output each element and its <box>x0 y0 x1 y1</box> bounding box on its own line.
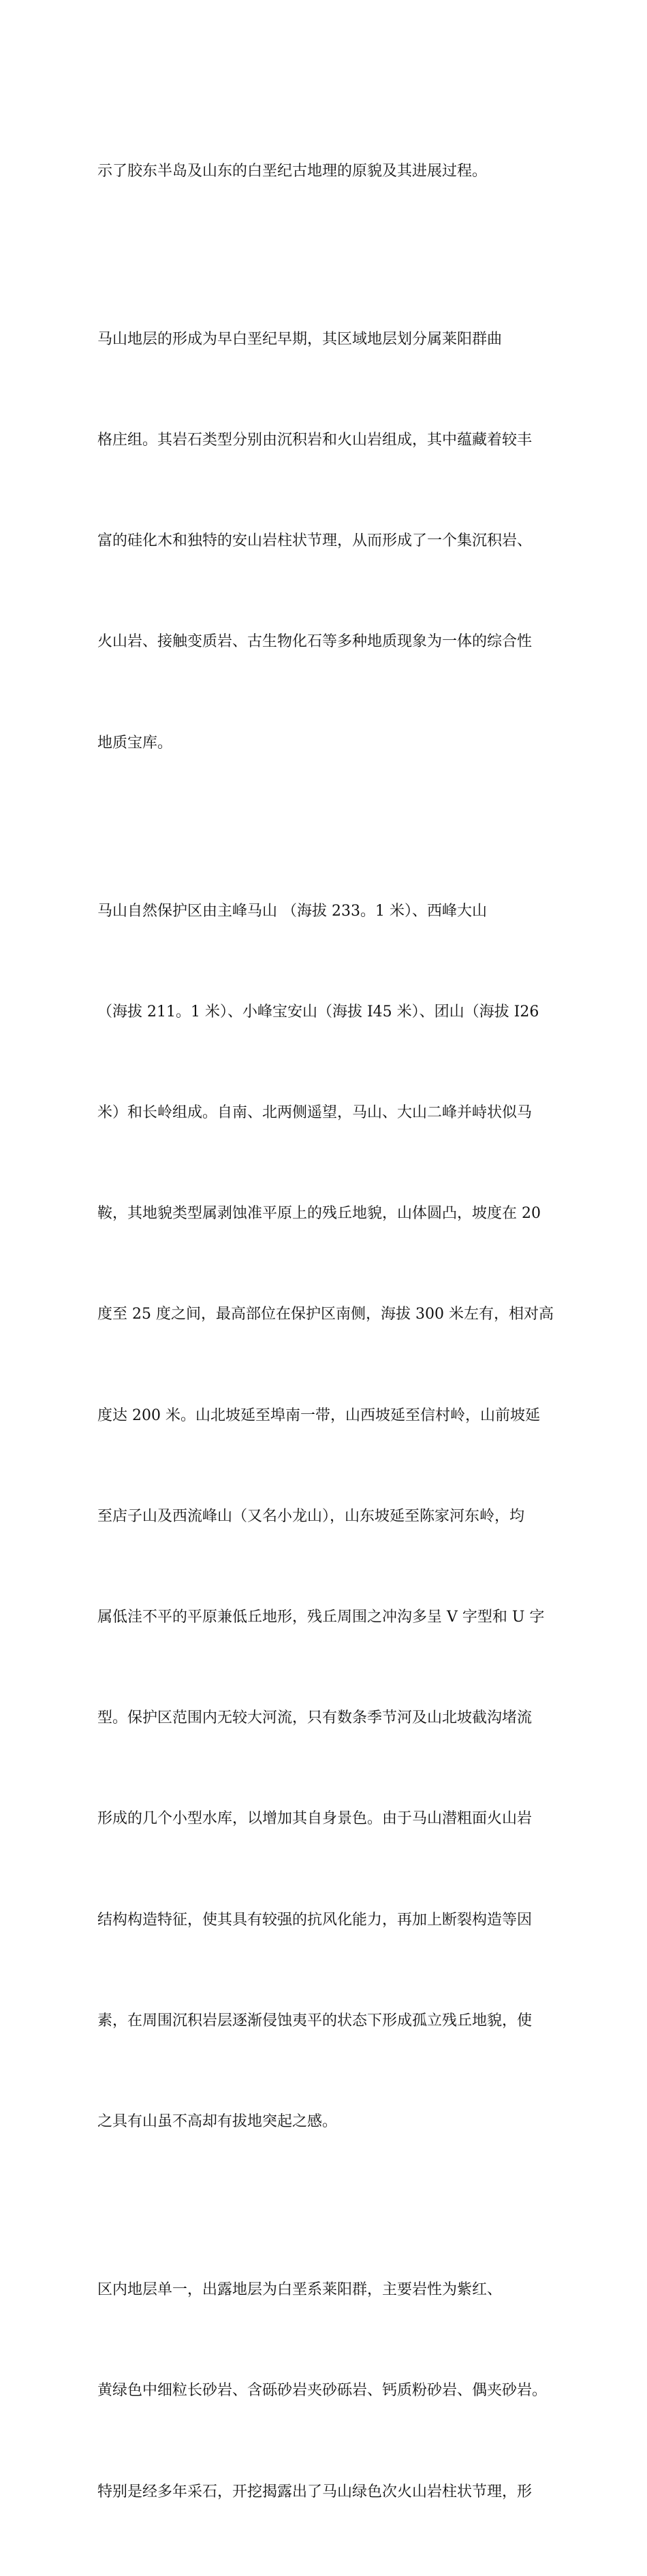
text-line: 特别是经多年采石，开挖揭露出了马山绿色次火山岩柱状节理，形 <box>97 2483 533 2500</box>
text-line: 型。保护区范围内无较大河流，只有数条季节河及山北坡截沟堵流 <box>97 1709 533 1727</box>
text-line: 米）和长岭组成。自南、北两侧遥望，马山、大山二峰并峙状似马 <box>97 1104 533 1122</box>
text-line: 富的硅化木和独特的安山岩柱状节理，从而形成了一个集沉积岩、 <box>97 532 533 550</box>
paragraph-2 <box>97 255 555 827</box>
text-line: 鞍，其地貌类型属剥蚀准平原上的残丘地貌，山体圆凸，坡度在 20 <box>97 1205 541 1223</box>
text-line: 区内地层单一，出露地层为白垩系莱阳群，主要岩性为紫红、 <box>97 2281 503 2299</box>
text-line: 素，在周围沉积岩层逐渐侵蚀夷平的状态下形成孤立残丘地貌，使 <box>97 2012 533 2029</box>
text-line: 属低洼不平的平原兼低丘地形，残丘周围之冲沟多呈 V 字型和 U 字 <box>97 1609 545 1626</box>
text-line: 度达 200 米。山北坡延至埠南一带，山西坡延至信村岭，山前坡延 <box>97 1406 540 1424</box>
body-text <box>97 87 555 2576</box>
text-line: 至店子山及西流峰山（又名小龙山），山东坡延至陈家河东岭，均 <box>97 1507 525 1525</box>
paragraph-3 <box>97 827 555 2206</box>
text-line: 火山岩、接触变质岩、古生物化石等多种地质现象为一体的综合性 <box>97 633 533 651</box>
paragraph-1 <box>97 87 555 255</box>
text-line: 马山地层的形成为早白垩纪早期，其区域地层划分属莱阳群曲 <box>97 330 503 348</box>
text-line: 格庄组。其岩石类型分别由沉积岩和火山岩组成，其中蕴藏着较丰 <box>97 432 533 449</box>
text-line: 结构构造特征，使其具有较强的抗风化能力，再加上断裂构造等因 <box>97 1911 533 1929</box>
text-line: 地质宝库。 <box>97 734 173 752</box>
text-line: 马山自然保护区由主峰马山 （海拔 233。1 米）、西峰大山 <box>97 902 487 920</box>
text-line: 度至 25 度之间，最高部位在保护区南侧，海拔 300 米左有，相对高 <box>97 1306 554 1323</box>
text-line: 示了胶东半岛及山东的白垩纪古地理的原貌及其进展过程。 <box>97 162 488 180</box>
text-line: 之具有山虽不高却有拔地突起之感。 <box>97 2113 338 2131</box>
paragraph-4 <box>97 2206 555 2575</box>
text-line: 黄绿色中细粒长砂岩、含砾砂岩夹砂砾岩、钙质粉砂岩、偶夹砂岩。 <box>97 2382 548 2400</box>
text-line: （海拔 211。1 米）、小峰宝安山（海拔 I45 米）、团山（海拔 I26 <box>97 1003 539 1020</box>
text-line: 形成的几个小型水库，以增加其自身景色。由于马山潜粗面火山岩 <box>97 1810 533 1828</box>
